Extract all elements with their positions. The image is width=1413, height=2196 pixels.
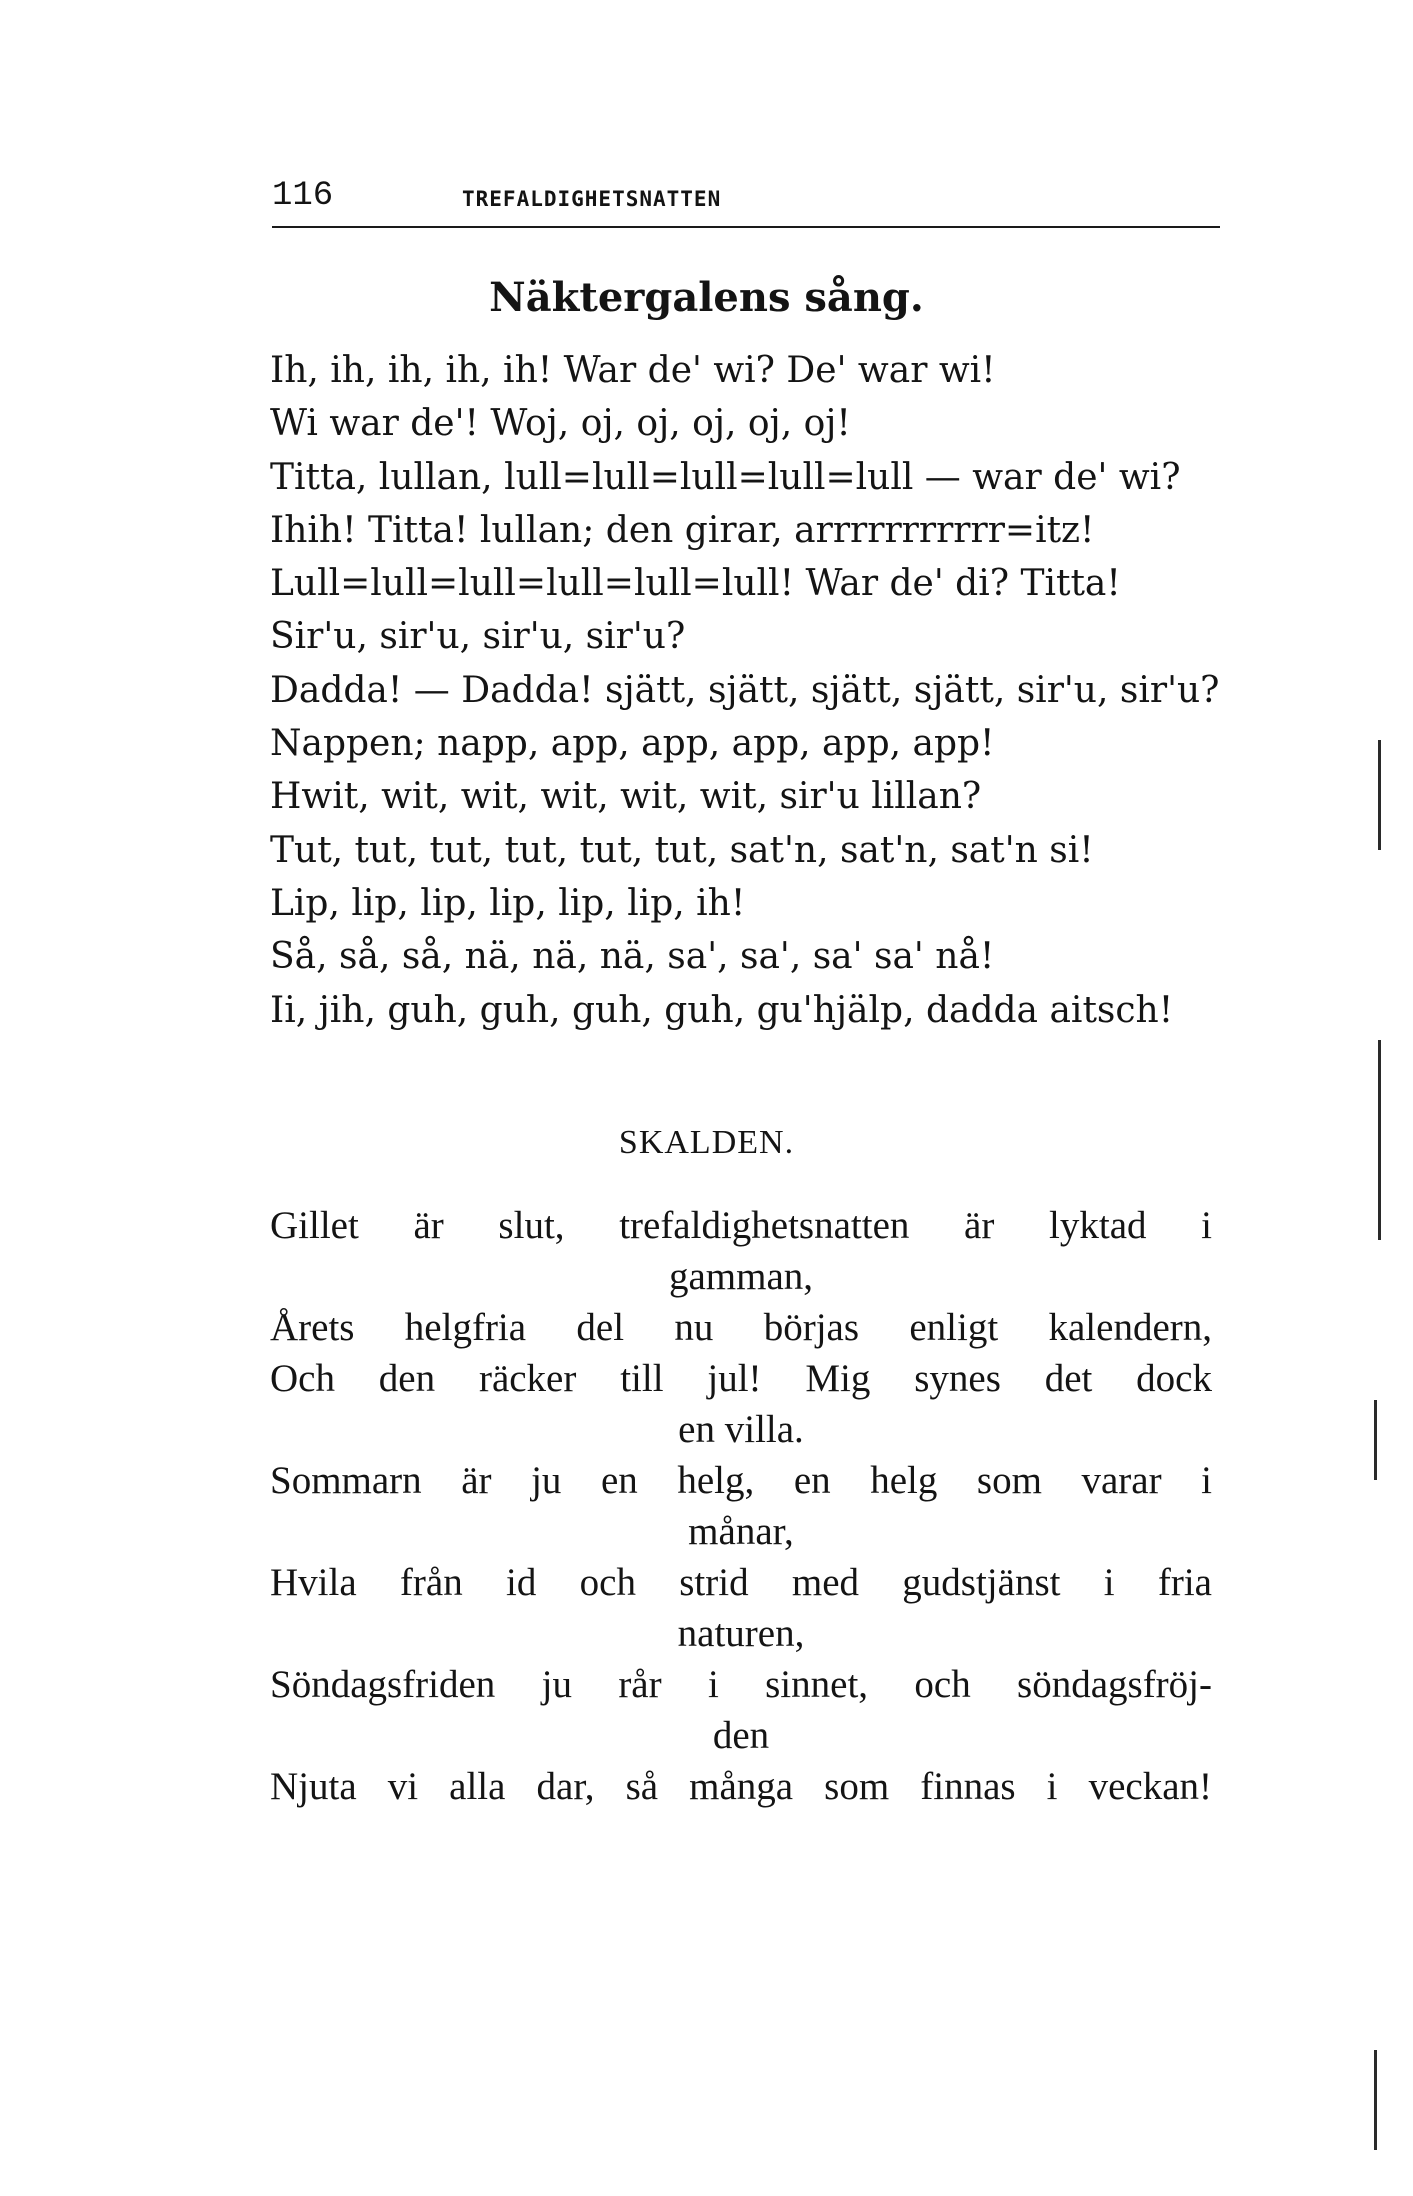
speaker-heading: SKALDEN. [618, 1124, 795, 1161]
scan-edge-mark [1374, 2050, 1377, 2150]
stanza-line: Och den räcker till jul! Mig synes det dock [270, 1357, 1212, 1400]
verse-line: Så, så, så, nä, nä, nä, sa', sa', sa' sa' nå! [270, 936, 995, 978]
verse-line: Lull=lull=lull=lull=lull=lull! War de' di? Titta! [270, 563, 1121, 605]
running-title: TREFALDIGHETSNATTEN [462, 187, 722, 211]
stanza-line: gamman, [668, 1255, 814, 1298]
verse-line: Tut, tut, tut, tut, tut, tut, sat'n, sat'n, sat'n si! [270, 829, 1094, 871]
scan-edge-mark [1378, 1040, 1381, 1240]
stanza-line: Gillet är slut, trefaldighetsnatten är lyktad i [270, 1204, 1212, 1247]
skalden-stanza [270, 1200, 1212, 1812]
nightingale-verse [270, 344, 1219, 1037]
stanza-line: Söndagsfriden ju rår i sinnet, och söndagsfröj- [270, 1663, 1212, 1706]
page-number: 116 [272, 177, 334, 215]
stanza-line: Årets helgfria del nu börjas enligt kalendern, [270, 1306, 1212, 1349]
verse-line: Ii, jih, guh, guh, guh, guh, gu'hjälp, dadda aitsch! [270, 989, 1174, 1031]
verse-line: Titta, lullan, lull=lull=lull=lull=lull — war de' wi? [270, 456, 1181, 498]
stanza-line: en villa. [678, 1408, 804, 1451]
stanza-line: Sommarn är ju en helg, en helg som varar i [270, 1459, 1212, 1502]
verse-line: Nappen; napp, app, app, app, app, app! [270, 723, 995, 765]
verse-line: Ihih! Titta! lullan; den girar, arrrrrrrrrrr=itz! [270, 509, 1095, 551]
verse-line: Wi war de'! Woj, oj, oj, oj, oj, oj! [270, 403, 851, 445]
page-header [272, 176, 1220, 228]
verse-line: Hwit, wit, wit, wit, wit, wit, sir'u lillan? [270, 776, 982, 818]
verse-line: Sir'u, sir'u, sir'u, sir'u? [270, 616, 686, 658]
scan-edge-mark [1374, 1400, 1377, 1480]
stanza-line: Njuta vi alla dar, så många som finnas i veckan! [270, 1765, 1212, 1808]
stanza-line: den [712, 1714, 770, 1757]
verse-line: Lip, lip, lip, lip, lip, lip, ih! [270, 882, 746, 924]
poem-title: Näktergalens sång. [489, 274, 924, 321]
stanza-line: Hvila från id och strid med gudstjänst i fria [270, 1561, 1212, 1604]
verse-line: Ih, ih, ih, ih, ih! War de' wi? De' war wi! [270, 350, 996, 391]
stanza-line: naturen, [677, 1612, 805, 1655]
stanza-line: månar, [688, 1510, 794, 1553]
verse-line: Dadda! — Dadda! sjätt, sjätt, sjätt, sjätt, sir'u, sir'u? [270, 669, 1220, 711]
scan-edge-mark [1378, 740, 1381, 850]
